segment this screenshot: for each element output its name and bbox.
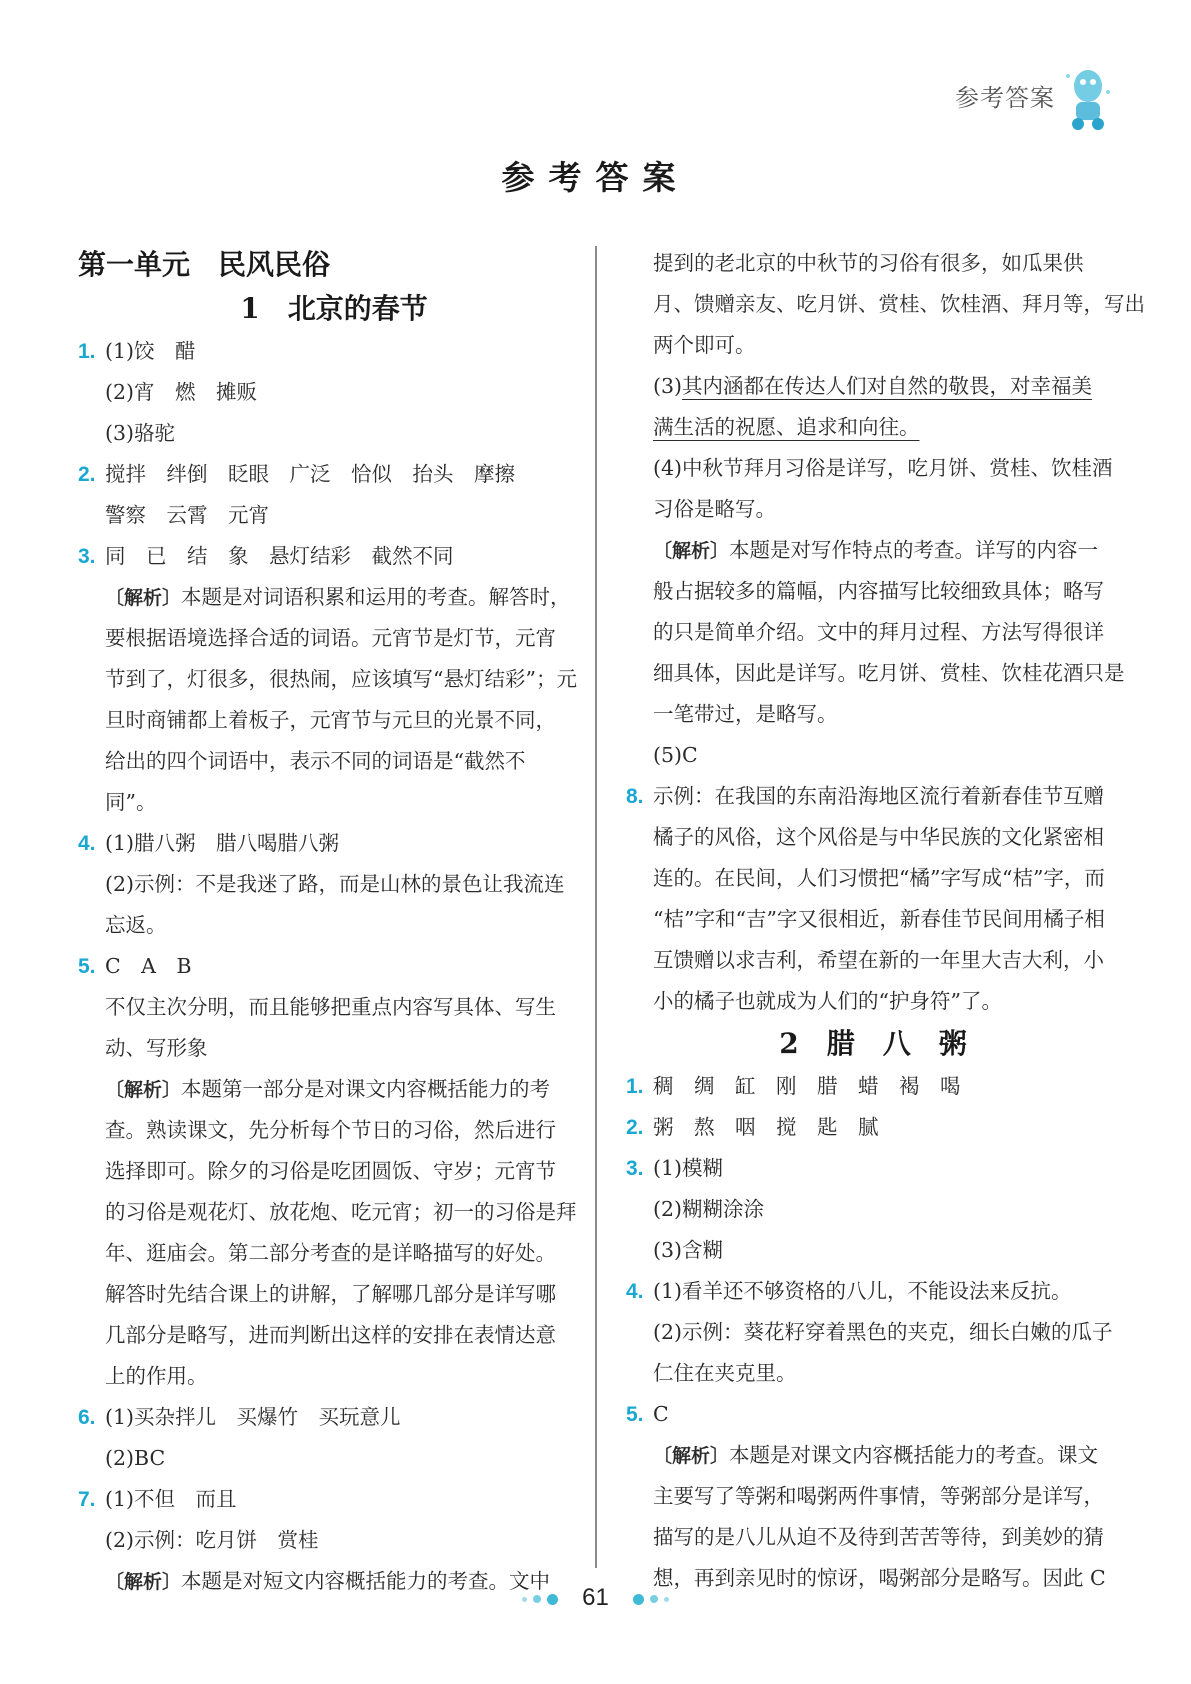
page-number: 61 <box>582 1584 609 1611</box>
answer-line <box>78 700 590 741</box>
page-footer <box>0 1584 1191 1613</box>
answer-text: 解答时先结合课上的讲解，了解哪几部分是详写哪 <box>105 1282 556 1306</box>
answer-line <box>78 659 590 700</box>
analysis-tag: 〔解析〕 <box>653 1445 730 1467</box>
answer-text: 小的橘子也就成为人们的“护身符”了。 <box>653 989 1002 1013</box>
answer-line <box>626 325 1120 366</box>
answer-text: 互馈赠以求吉利，希望在新的一年里大吉大利，小 <box>653 948 1104 972</box>
analysis-tag: 〔解析〕 <box>105 587 182 609</box>
answer-line <box>78 495 590 536</box>
answer-text: 提到的老北京的中秋节的习俗有很多，如瓜果供 <box>653 251 1084 275</box>
question-number: 4. <box>78 832 96 855</box>
answer-text: 描写的是八儿从迫不及待到苦苦等待，到美妙的猜 <box>653 1525 1104 1549</box>
answer-line <box>626 981 1120 1022</box>
answer-text: 同”。 <box>105 790 157 814</box>
decorative-dots-left <box>519 1585 561 1613</box>
page-title: 参考答案 <box>501 158 690 197</box>
question-number: 7. <box>78 1488 96 1511</box>
answer-text: C A B <box>105 954 192 978</box>
section-label: 参考答案 <box>955 84 1055 112</box>
question-line <box>626 1148 1120 1189</box>
answer-line <box>626 448 1120 489</box>
unit-heading: 第一单元 民风民俗 <box>78 248 331 281</box>
answer-line <box>626 817 1120 858</box>
analysis-tag: 〔解析〕 <box>105 1079 182 1101</box>
answer-text: 几部分是略写，进而判断出这样的安排在表情达意 <box>105 1323 556 1347</box>
answer-line <box>78 618 590 659</box>
lesson-2-heading: 2 腊 八 粥 <box>779 1027 967 1060</box>
lesson-1-heading: 1 北京的春节 <box>240 292 428 325</box>
answer-text: (3)骆驼 <box>105 421 176 445</box>
answer-line <box>626 284 1145 325</box>
answer-line <box>626 858 1120 899</box>
answer-line <box>78 1274 590 1315</box>
question-line <box>78 1479 590 1520</box>
question-line <box>626 1394 1120 1435</box>
answer-text: (2)示例：吃月饼 赏桂 <box>105 1528 319 1552</box>
answer-line <box>626 1517 1120 1558</box>
answer-text: 上的作用。 <box>105 1364 208 1388</box>
answer-text: 旦时商铺都上着板子，元宵节与元旦的光景不同， <box>105 708 556 732</box>
answer-line <box>626 1230 1120 1271</box>
question-number: 1. <box>78 340 96 363</box>
answer-text: 忘返。 <box>105 913 167 937</box>
question-line <box>78 946 590 987</box>
answer-list <box>626 243 1145 1022</box>
answer-text: 同 已 结 象 悬灯结彩 截然不同 <box>105 544 454 568</box>
question-number: 5. <box>626 1403 644 1426</box>
answer-line <box>626 1353 1120 1394</box>
answer-text: 习俗是略写。 <box>653 497 776 521</box>
question-number: 2. <box>626 1116 644 1139</box>
answer-text: (5)C <box>653 743 698 767</box>
answer-line <box>78 1315 590 1356</box>
question-line <box>78 1397 590 1438</box>
answer-line <box>626 407 1120 448</box>
robot-mascot-icon <box>1062 62 1114 132</box>
question-line <box>78 823 590 864</box>
answer-text: (1)买杂拌儿 买爆竹 买玩意儿 <box>105 1405 401 1429</box>
question-number: 5. <box>78 955 96 978</box>
answer-text: 搅拌 绊倒 眨眼 广泛 恰似 抬头 摩擦 <box>105 462 515 486</box>
question-number: 1. <box>626 1075 644 1098</box>
column-divider <box>595 246 597 1568</box>
answer-text: (1)看羊还不够资格的八儿，不能设法来反抗。 <box>653 1279 1072 1303</box>
answer-line <box>626 899 1120 940</box>
answer-line <box>78 1069 590 1110</box>
answer-text: 动、写形象 <box>105 1036 208 1060</box>
answer-text: 本题是对词语积累和运用的考查。解答时， <box>181 585 571 609</box>
answer-line <box>626 243 1120 284</box>
answer-text: 给出的四个词语中，表示不同的词语是“截然不 <box>105 749 526 773</box>
answer-text: 不仅主次分明，而且能够把重点内容写具体、写生 <box>105 995 556 1019</box>
answer-text: (2)示例：葵花籽穿着黑色的夹克，细长白嫩的瓜子 <box>653 1320 1113 1344</box>
answer-text: 月、馈赠亲友、吃月饼、赏桂、饮桂酒、拜月等，写出 <box>653 292 1145 316</box>
answer-text: 查。熟读课文，先分析每个节日的习俗，然后进行 <box>105 1118 556 1142</box>
decorative-dots-right <box>630 1585 672 1613</box>
answer-text: (2)示例：不是我迷了路，而是山林的景色让我流连 <box>105 872 565 896</box>
answer-text: 的习俗是观花灯、放花炮、吃元宵；初一的习俗是拜 <box>105 1200 577 1224</box>
answer-text: (3)含糊 <box>653 1238 724 1262</box>
answer-line <box>626 1435 1120 1476</box>
answer-text: 示例：在我国的东南沿海地区流行着新春佳节互赠 <box>653 784 1104 808</box>
answer-text: 本题是对短文内容概括能力的考查。文中 <box>181 1569 551 1593</box>
answer-text: 本题是对写作特点的考查。详写的内容一 <box>729 538 1099 562</box>
answer-text: 般占据较多的篇幅，内容描写比较细致具体；略写 <box>653 579 1104 603</box>
answer-text: 选择即可。除夕的习俗是吃团圆饭、守岁；元宵节 <box>105 1159 556 1183</box>
answer-text: 橘子的风俗，这个风俗是与中华民族的文化紧密相 <box>653 825 1104 849</box>
question-number: 6. <box>78 1406 96 1429</box>
answer-line <box>626 489 1120 530</box>
analysis-tag: 〔解析〕 <box>653 540 730 562</box>
answer-text: (2)宵 燃 摊贩 <box>105 380 258 404</box>
answer-text: 稠 绸 缸 刚 腊 蜡 褐 喝 <box>653 1074 961 1098</box>
answer-line <box>78 1192 590 1233</box>
answer-list <box>626 1066 1120 1599</box>
answer-text: 粥 熬 咽 搅 匙 腻 <box>653 1115 879 1139</box>
question-line <box>626 776 1120 817</box>
answer-text: 细具体，因此是详写。吃月饼、赏桂、饮桂花酒只是 <box>653 661 1125 685</box>
answer-text: (1)腊八粥 腊八喝腊八粥 <box>105 831 340 855</box>
answer-text: (1)饺 醋 <box>105 339 196 363</box>
answer-line <box>626 735 1120 776</box>
underlined-answer: 其内涵都在传达人们对自然的敬畏，对幸福美 <box>682 374 1093 398</box>
answer-text: 警察 云霄 元宵 <box>105 503 269 527</box>
answer-line <box>78 577 590 618</box>
answer-text: (4)中秋节拜月习俗是详写，吃月饼、赏桂、饮桂酒 <box>653 456 1113 480</box>
right-column <box>626 243 1145 1599</box>
underlined-answer: 满生活的祝愿、追求和向往。 <box>653 415 920 439</box>
answer-line <box>626 530 1120 571</box>
answer-text: 两个即可。 <box>653 333 756 357</box>
answer-line <box>78 372 590 413</box>
answer-text: 想，再到亲见时的惊讶，喝粥部分是略写。因此 C <box>653 1566 1106 1590</box>
answer-text: 年、逛庙会。第二部分考查的是详略描写的好处。 <box>105 1241 556 1265</box>
answer-line <box>78 1520 590 1561</box>
sub-question-prefix: (3) <box>653 374 683 398</box>
answer-text: (1)不但 而且 <box>105 1487 237 1511</box>
answer-line <box>626 612 1120 653</box>
answer-line <box>78 1233 590 1274</box>
answer-text: 节到了，灯很多，很热闹，应该填写“悬灯结彩”；元 <box>105 667 577 691</box>
answer-line <box>78 413 590 454</box>
question-number: 3. <box>78 545 96 568</box>
answer-text: 主要写了等粥和喝粥两件事情，等粥部分是详写， <box>653 1484 1104 1508</box>
answer-line <box>626 940 1120 981</box>
question-number: 8. <box>626 785 644 808</box>
answer-text: 一笔带过，是略写。 <box>653 702 838 726</box>
answer-text: 仁住在夹克里。 <box>653 1361 797 1385</box>
question-number: 2. <box>78 463 96 486</box>
question-line <box>78 536 590 577</box>
answer-text: 本题是对课文内容概括能力的考查。课文 <box>729 1443 1099 1467</box>
answer-line <box>78 1151 590 1192</box>
answer-line <box>626 1312 1120 1353</box>
question-number: 4. <box>626 1280 644 1303</box>
answer-text: (2)BC <box>105 1446 166 1470</box>
answer-text: “桔”字和“吉”字又很相近，新春佳节民间用橘子相 <box>653 907 1105 931</box>
question-number: 3. <box>626 1157 644 1180</box>
answer-line <box>626 1189 1120 1230</box>
answer-line <box>626 366 1120 407</box>
question-line <box>78 454 590 495</box>
answer-text: 连的。在民间，人们习惯把“橘”字写成“桔”字，而 <box>653 866 1105 890</box>
left-column <box>78 243 590 1602</box>
answer-line <box>626 694 1120 735</box>
answer-line <box>78 864 590 905</box>
answer-line <box>626 1476 1120 1517</box>
answer-line <box>78 1438 590 1479</box>
question-line <box>626 1066 1120 1107</box>
answer-line <box>78 1028 590 1069</box>
answer-text: (1)模糊 <box>653 1156 724 1180</box>
analysis-tag: 〔解析〕 <box>105 1571 182 1593</box>
answer-text: 本题第一部分是对课文内容概括能力的考 <box>181 1077 551 1101</box>
answer-text: (2)糊糊涂涂 <box>653 1197 765 1221</box>
answer-line <box>78 782 590 823</box>
answer-line <box>78 987 590 1028</box>
answer-text: 要根据语境选择合适的词语。元宵节是灯节，元宵 <box>105 626 556 650</box>
question-line <box>626 1107 1120 1148</box>
answer-text: 的只是简单介绍。文中的拜月过程、方法写得很详 <box>653 620 1104 644</box>
answer-line <box>626 571 1120 612</box>
answer-line <box>78 741 590 782</box>
answer-line <box>78 1110 590 1151</box>
question-line <box>78 331 590 372</box>
answer-list <box>78 331 590 1602</box>
answer-text: C <box>653 1402 669 1426</box>
answer-line <box>78 905 590 946</box>
question-line <box>626 1271 1120 1312</box>
answer-line <box>626 653 1125 694</box>
answer-line <box>78 1356 590 1397</box>
